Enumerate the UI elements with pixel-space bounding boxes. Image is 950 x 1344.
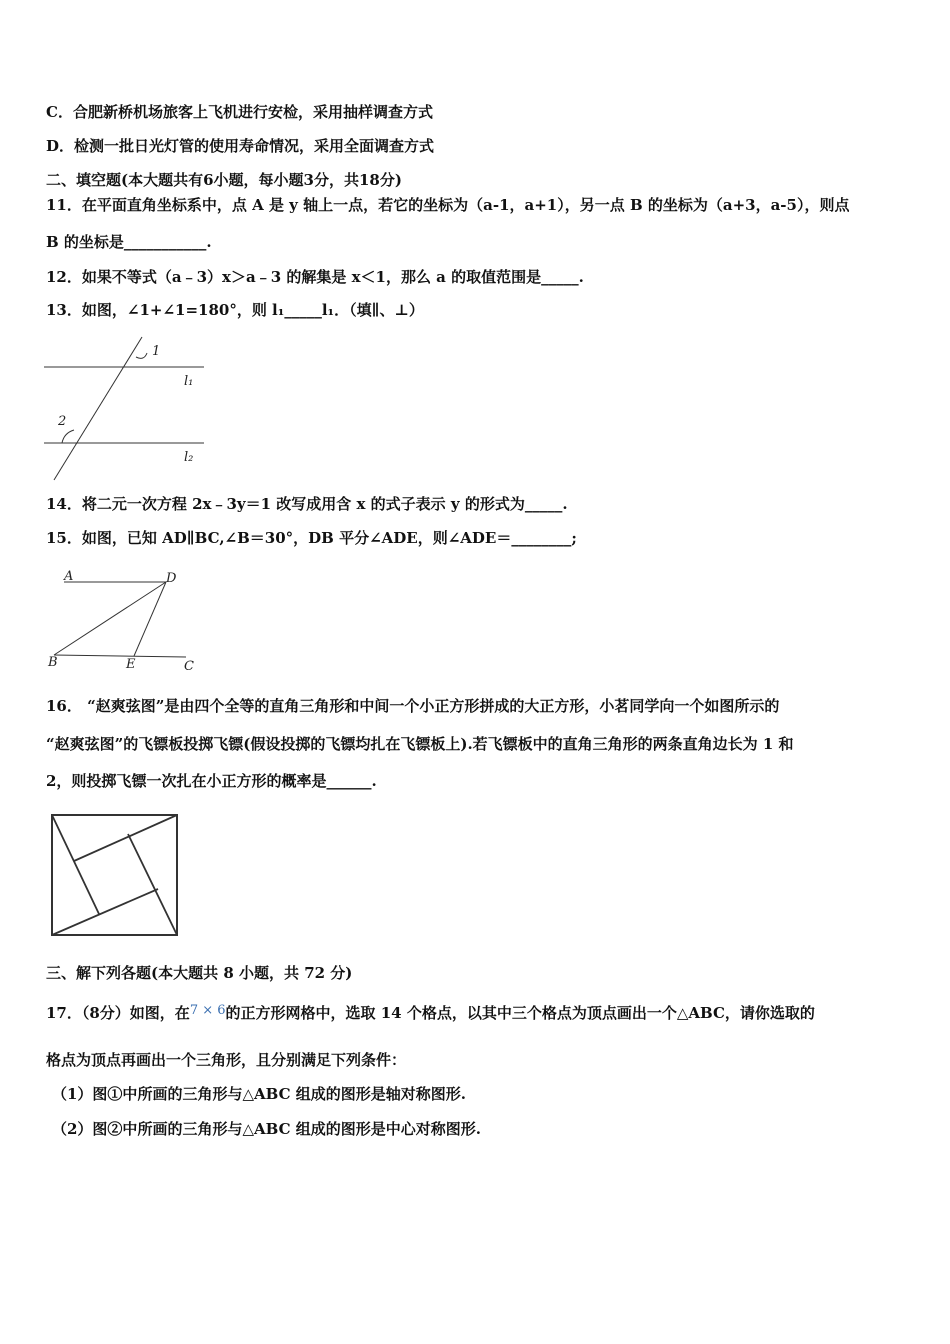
question-15: 15．如图，已知 AD∥BC,∠B＝30°，DB 平分∠ADE，则∠ADE＝________;: [46, 529, 577, 547]
section-2-heading: 二、填空题(本大题共有6小题，每小题3分，共18分): [46, 171, 402, 189]
question-11-line-1: 11．在平面直角坐标系中，点 A 是 y 轴上一点，若它的坐标为（a-1，a+1），另一点 B 的坐标为（a+3，a-5），则点: [46, 196, 850, 214]
point-a-label: A: [64, 569, 74, 584]
question-16-line-1: 16． “赵爽弦图”是由四个全等的直角三角形和中间一个小正方形拼成的大正方形，小茗同学向一个如图所示的: [46, 697, 780, 715]
question-17-condition-1: （1）图①中所画的三角形与△ABC 组成的图形是轴对称图形.: [52, 1085, 466, 1103]
option-c: C．合肥新桥机场旅客上飞机进行安检，采用抽样调查方式: [46, 103, 433, 121]
figure-15-trapezoid: [46, 568, 206, 678]
question-17-line-2: 格点为顶点再画出一个三角形，且分别满足下列条件：: [46, 1051, 407, 1069]
angle-2-label: 2: [58, 414, 67, 429]
question-17-line-1: [46, 1001, 815, 1023]
point-c-label: C: [184, 659, 194, 674]
angle-1-label: 1: [152, 344, 161, 359]
question-17-condition-2: （2）图②中所画的三角形与△ABC 组成的图形是中心对称图形.: [52, 1120, 481, 1138]
figure-16-zhao-shuang-diagram: [50, 813, 180, 939]
question-17-prefix: 17．（8分）如图，在: [46, 1004, 190, 1022]
question-13: 13．如图，∠1+∠1=180°，则 l₁_____l₁．（填∥、⊥）: [46, 301, 424, 319]
option-d: D．检测一批日光灯管的使用寿命情况，采用全面调查方式: [46, 137, 435, 155]
question-16-line-3: 2，则投掷飞镖一次扎在小正方形的概率是______.: [46, 772, 377, 790]
point-b-label: B: [48, 655, 58, 670]
figure-13-parallel-lines: [44, 335, 214, 485]
question-11-line-2: B 的坐标是___________.: [46, 233, 212, 251]
line-l2-label: l₂: [184, 450, 194, 465]
section-3-heading: 三、解下列各题(本大题共 8 小题，共 72 分): [46, 964, 353, 982]
question-12: 12．如果不等式（a﹣3）x＞a﹣3 的解集是 x＜1，那么 a 的取值范围是_____.: [46, 268, 584, 286]
question-16-line-2: “赵爽弦图”的飞镖板投掷飞镖(假设投掷的飞镖均扎在飞镖板上).若飞镖板中的直角三角形的两条直角边长为 1 和: [46, 735, 794, 753]
question-14: 14．将二元一次方程 2x﹣3y＝1 改写成用含 x 的式子表示 y 的形式为_____.: [46, 495, 568, 513]
question-17-suffix: 的正方形网格中，选取 14 个格点，以其中三个格点为顶点画出一个△ABC，请你选取的: [225, 1004, 815, 1022]
line-l1-label: l₁: [184, 374, 194, 389]
point-e-label: E: [126, 657, 136, 672]
point-d-label: D: [166, 571, 177, 586]
grid-size-formula: 7 × 6: [189, 1003, 226, 1018]
